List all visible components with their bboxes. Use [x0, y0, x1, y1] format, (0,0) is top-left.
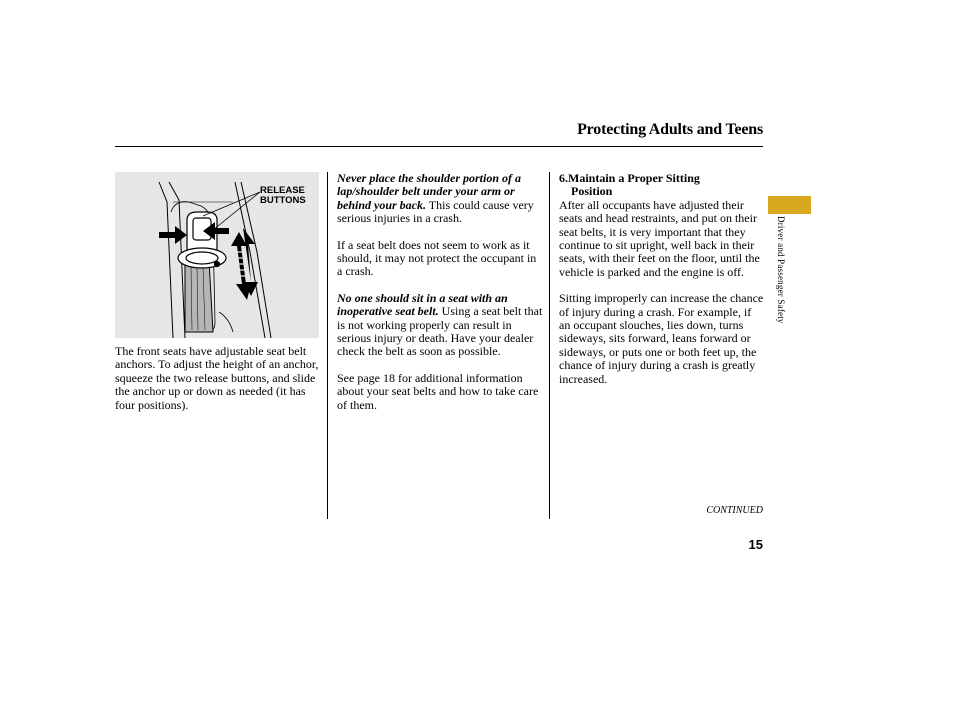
anchor-adjust-paragraph: The front seats have adjustable seat belt anchors. To adjust the height of an anchor, squeeze the two release buttons, and slide the anchor up or down as needed (it has four positions).	[115, 344, 319, 412]
page-title: Protecting Adults and Teens	[577, 121, 763, 138]
column-2	[337, 172, 543, 425]
figure-label: RELEASE BUTTONS	[260, 185, 306, 206]
column-3	[559, 172, 765, 399]
seat-belt-anchor-illustration	[115, 172, 319, 338]
belt-strap	[185, 260, 213, 332]
column-divider-1	[327, 172, 328, 519]
section-side-label: Driver and Passenger Safety	[776, 216, 786, 324]
continued-label: CONTINUED	[706, 505, 763, 516]
inoperative-belt-warning: No one should sit in a seat with an inoperative seat belt. Using a seat belt that is not working properly can result in serious injury or death. Have your dealer check the belt as soon as possible.	[337, 290, 543, 359]
sitting-position-paragraph: After all occupants have adjusted their seats and head restraints, and put on their seat belts, it is very important that they continue to sit upright, well back in their seats, with their feet on the floor, until the vehicle is parked and the engine is off.	[559, 197, 760, 279]
column-divider-2	[549, 172, 550, 519]
see-page-paragraph: See page 18 for additional information about your seat belts and how to take care of them.	[337, 370, 539, 412]
section-heading: 6.Maintain a Proper Sitting Position	[559, 171, 700, 199]
header-rule	[115, 146, 763, 147]
belt-not-working-paragraph: If a seat belt does not seem to work as it should, it may not protect the occupant in a crash.	[337, 237, 537, 279]
section-tab	[768, 196, 811, 214]
column-1	[115, 345, 320, 425]
page-number: 15	[748, 537, 763, 552]
improper-sitting-paragraph: Sitting improperly can increase the chance of injury during a crash. For example, if an occupant slouches, lies down, turns sideways, sits forward, leans forward or sideways, or puts one or both feet up, the chance of injury during a crash is greatly increased.	[559, 291, 764, 386]
left-squeeze-arrow	[159, 226, 187, 244]
shoulder-belt-warning: Never place the shoulder portion of a lap/shoulder belt under your arm or behind your back. This could cause very serious injuries in a crash.	[337, 171, 534, 226]
